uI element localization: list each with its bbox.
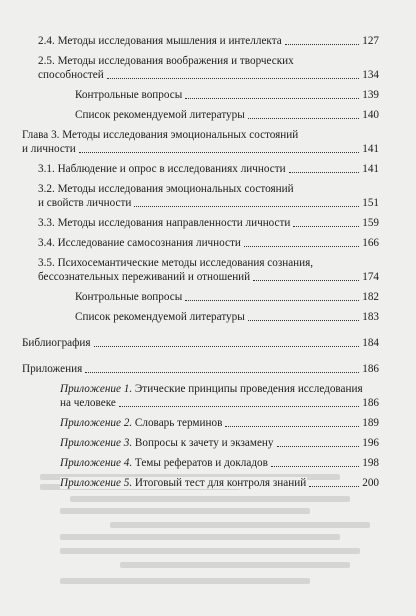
ghost-line (60, 578, 310, 584)
ghost-line (60, 534, 340, 540)
toc-entry-line (75, 290, 379, 304)
appendix-label: Приложение 2. (60, 417, 133, 429)
toc-entry-title: 2.4. Методы исследования мышления и интеллекта (38, 35, 282, 47)
leader-dots (119, 406, 359, 407)
ghost-line (60, 548, 360, 554)
page-number: 141 (362, 163, 379, 175)
toc-entry[interactable] (75, 88, 379, 102)
appendix-label: Приложение 3. (60, 437, 133, 449)
page-number: 200 (362, 477, 379, 489)
leader-dots (253, 280, 359, 281)
leader-dots (79, 152, 359, 153)
toc-entry-line (38, 68, 379, 82)
ghost-line (60, 508, 310, 514)
page-number: 198 (362, 457, 379, 469)
toc-entry-title: Приложение 1. Этические принципы проведения исследования (60, 383, 363, 395)
ghost-line (110, 522, 370, 528)
ghost-line (120, 562, 350, 568)
toc-entry-line (22, 142, 379, 156)
toc-entry-title: Список рекомендуемой литературы (75, 311, 245, 323)
bleed-through-text (0, 470, 416, 616)
toc-entry[interactable] (38, 256, 379, 284)
toc-entry[interactable] (38, 34, 379, 48)
toc-entry-line (38, 34, 379, 48)
toc-entry-title: Приложение 4. Темы рефератов и докладов (60, 457, 268, 469)
page-number: 196 (362, 437, 379, 449)
ghost-line (70, 496, 350, 502)
toc-entry-line (60, 456, 379, 470)
toc-entry-line (75, 108, 379, 122)
toc-entry-title: и личности (22, 143, 76, 155)
toc-entry-title: Библиография (22, 337, 91, 349)
toc-entry-line (75, 88, 379, 102)
leader-dots (185, 98, 359, 99)
toc-entry[interactable] (22, 336, 379, 350)
toc-entry[interactable] (38, 162, 379, 176)
table-of-contents (0, 34, 416, 490)
toc-entry-title: Контрольные вопросы (75, 89, 183, 101)
page-number: 182 (362, 291, 379, 303)
toc-entry-line (75, 310, 379, 324)
toc-entry[interactable] (60, 436, 379, 450)
page-number: 186 (362, 363, 379, 375)
leader-dots (248, 320, 359, 321)
toc-entry-line (60, 416, 379, 430)
leader-dots (244, 246, 359, 247)
appendix-label: Приложение 1. (60, 383, 133, 395)
toc-entry-title: 3.4. Исследование самосознания личности (38, 237, 241, 249)
leader-dots (309, 486, 359, 487)
toc-entry[interactable] (60, 416, 379, 430)
toc-entry[interactable] (38, 54, 379, 82)
leader-dots (85, 372, 359, 373)
toc-entry-line (38, 256, 379, 270)
toc-entry[interactable] (75, 108, 379, 122)
leader-dots (289, 172, 359, 173)
page-number: 134 (362, 69, 379, 81)
leader-dots (293, 226, 359, 227)
page-number: 166 (362, 237, 379, 249)
page-number: 151 (362, 197, 379, 209)
toc-entry-line (60, 436, 379, 450)
toc-entry-title: 2.5. Методы исследования воображения и творческих (38, 55, 294, 67)
toc-entry-title: на человеке (60, 397, 116, 409)
toc-entry[interactable] (22, 362, 379, 376)
page-number: 184 (362, 337, 379, 349)
toc-entry-title: Приложение 5. Итоговый тест для контроля знаний (60, 477, 307, 489)
toc-entry-title: Приложение 2. Словарь терминов (60, 417, 223, 429)
leader-dots (94, 346, 359, 347)
leader-dots (185, 300, 359, 301)
leader-dots (107, 78, 359, 79)
toc-entry-title: 3.1. Наблюдение и опрос в исследованиях личности (38, 163, 286, 175)
toc-entry[interactable] (75, 310, 379, 324)
toc-entry-title: способностей (38, 69, 104, 81)
toc-entry-line (22, 336, 379, 350)
page-number: 174 (362, 271, 379, 283)
toc-entry-title: Приложения (22, 363, 83, 375)
page-number: 127 (362, 35, 379, 47)
leader-dots (285, 44, 359, 45)
page-number: 141 (362, 143, 379, 155)
toc-entry-title: 3.2. Методы исследования эмоциональных состояний (38, 183, 294, 195)
toc-entry-title: 3.3. Методы исследования направленности личности (38, 217, 291, 229)
toc-entry-title: Список рекомендуемой литературы (75, 109, 245, 121)
toc-entry-title: Приложение 3. Вопросы к зачету и экзамену (60, 437, 274, 449)
toc-entry[interactable] (38, 216, 379, 230)
toc-entry-title: Контрольные вопросы (75, 291, 183, 303)
toc-entry-line (60, 476, 379, 490)
appendix-label: Приложение 5. (60, 477, 133, 489)
page-number: 186 (362, 397, 379, 409)
toc-entry-title: и свойств личности (38, 197, 132, 209)
toc-entry-line (22, 362, 379, 376)
toc-entry[interactable] (60, 476, 379, 490)
leader-dots (248, 118, 359, 119)
page-number: 140 (362, 109, 379, 121)
toc-entry-line (60, 396, 379, 410)
toc-entry-title: 3.5. Психосемантические методы исследования сознания, (38, 257, 314, 269)
toc-entry-line (60, 382, 379, 396)
toc-entry-title: Глава 3. Методы исследования эмоциональных состояний (22, 129, 299, 141)
page-number: 183 (362, 311, 379, 323)
toc-entry-line (38, 270, 379, 284)
page-number: 189 (362, 417, 379, 429)
toc-entry[interactable] (38, 182, 379, 210)
leader-dots (225, 426, 359, 427)
toc-entry[interactable] (60, 382, 379, 410)
toc-entry-line (38, 182, 379, 196)
leader-dots (277, 446, 359, 447)
toc-entry-title: бессознательных переживаний и отношений (38, 271, 251, 283)
page-number: 139 (362, 89, 379, 101)
toc-entry-line (38, 236, 379, 250)
page-number: 159 (362, 217, 379, 229)
leader-dots (134, 206, 359, 207)
toc-entry[interactable] (38, 236, 379, 250)
toc-entry[interactable] (22, 128, 379, 156)
toc-entry[interactable] (60, 456, 379, 470)
appendix-label: Приложение 4. (60, 457, 133, 469)
toc-entry-line (22, 128, 379, 142)
toc-entry-line (38, 216, 379, 230)
toc-entry-line (38, 162, 379, 176)
leader-dots (271, 466, 359, 467)
toc-entry-line (38, 196, 379, 210)
toc-entry[interactable] (75, 290, 379, 304)
toc-entry-line (38, 54, 379, 68)
